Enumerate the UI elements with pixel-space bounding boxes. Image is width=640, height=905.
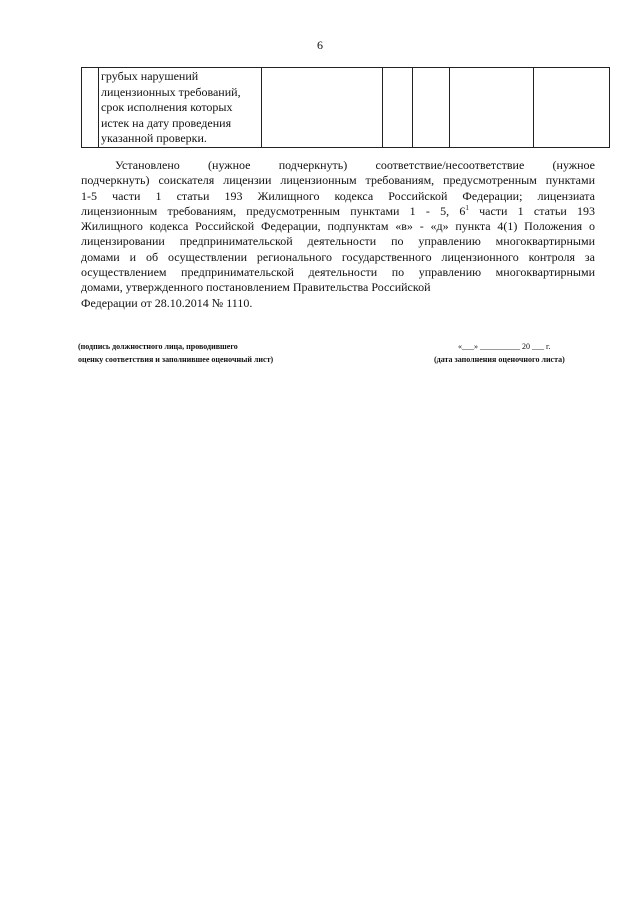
paragraph-line: домами и об осуществлении регионального государственного лицензионного контроля за — [81, 249, 595, 264]
paragraph-line: лицензировании предпринимательской деятельности по управлению многоквартирными — [81, 234, 595, 249]
table-cell-no — [413, 68, 450, 148]
assessment-table — [81, 67, 610, 148]
table-cell-requirement — [262, 68, 383, 148]
paragraph-line: 1-5 части 1 статьи 193 Жилищного кодекса Российской Федерации; лицензиата — [81, 188, 595, 203]
page-number: 6 — [317, 38, 323, 52]
criterion-line: истек на дату проведения — [101, 115, 232, 130]
paragraph-line: домами, утвержденного постановлением Правительства Российской — [81, 280, 431, 295]
table-cell-documents — [450, 68, 534, 148]
table-cell-number — [82, 68, 99, 148]
criterion-line: срок исполнения которых — [101, 100, 233, 115]
table-cell-criterion — [99, 68, 262, 148]
table-row — [82, 68, 610, 148]
table-cell-notes — [534, 68, 610, 148]
criterion-line: грубых нарушений — [101, 69, 199, 83]
paragraph-line: Жилищного кодекса Российской Федерации, подпунктам «в» - «д» пункта 4(1) Положения о — [81, 219, 595, 234]
paragraph-line: Установлено (нужное подчеркнуть) соответствие/несоответствие (нужное — [115, 158, 595, 172]
criterion-line: указанной проверки. — [101, 131, 207, 146]
signature-caption: (подпись должностного лица, проводившего оценку соответствия и заполнившее оценочный лист) — [78, 342, 274, 364]
assessment-conclusion-paragraph — [81, 158, 595, 311]
paragraph-line: осуществлением предпринимательской деятельности по управлению многоквартирными — [81, 265, 595, 280]
date-field: «___» __________ 20 ___ г. — [458, 342, 551, 351]
table-cell-yes — [383, 68, 413, 148]
paragraph-line: лицензионным требованиям, предусмотренным пунктами 1 - 5, $6^1$ части 1 статьи 193 — [81, 203, 595, 218]
superscript: 1 — [465, 203, 469, 212]
date-caption: (дата заполнения оценочного листа) — [434, 355, 565, 364]
criterion-line: лицензионных требований, — [101, 84, 241, 99]
paragraph-line: подчеркнуть) соискателя лицензии лицензионным требованиям, предусмотренным пунктами — [81, 173, 595, 188]
paragraph-line: Федерации от 28.10.2014 № 1110. — [81, 295, 253, 310]
